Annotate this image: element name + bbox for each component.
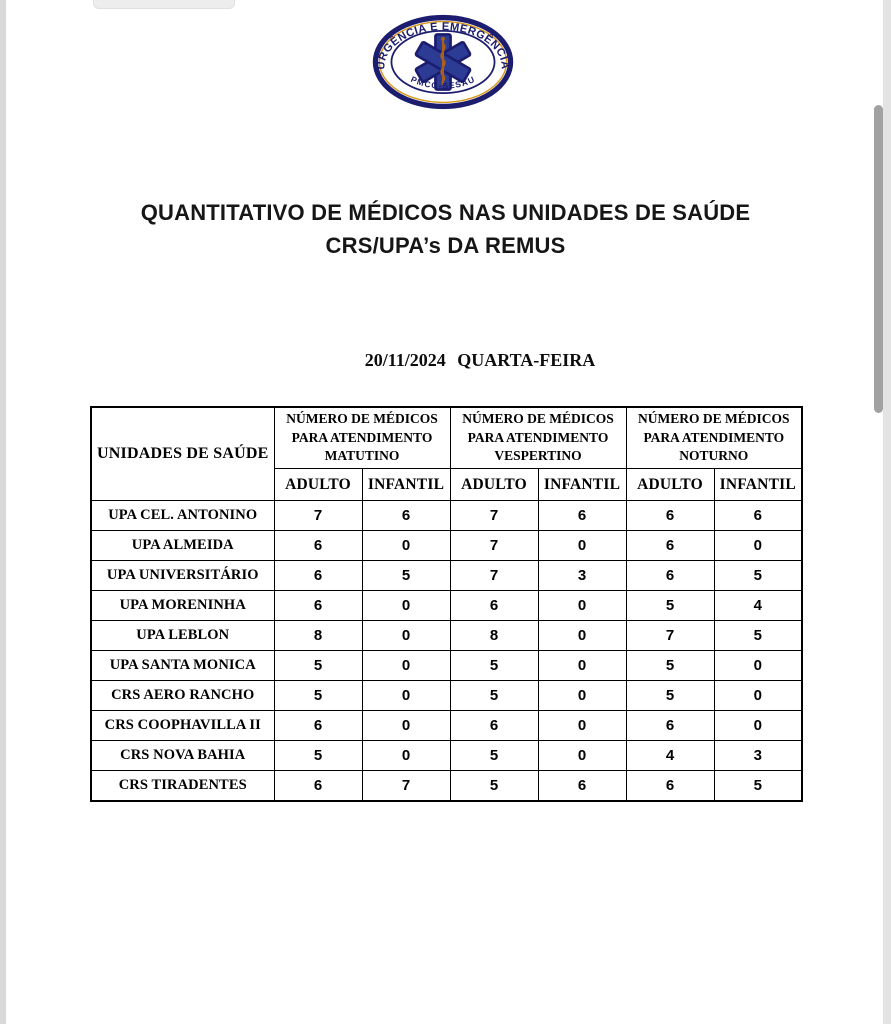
unit-name: UPA CEL. ANTONINO xyxy=(91,501,274,531)
subheader-infantil: INFANTIL xyxy=(362,469,450,501)
page-title-line2: CRS/UPA’s DA REMUS xyxy=(325,233,566,258)
table-row xyxy=(91,651,802,681)
value-cell: 0 xyxy=(714,711,802,741)
value-cell: 7 xyxy=(362,771,450,802)
date-line: 20/11/2024 QUARTA-FEIRA xyxy=(364,350,596,370)
value-cell: 6 xyxy=(274,711,362,741)
value-cell: 6 xyxy=(450,711,538,741)
value-cell: 6 xyxy=(626,561,714,591)
value-cell: 0 xyxy=(714,681,802,711)
value-cell: 5 xyxy=(450,741,538,771)
subheader-adulto: ADULTO xyxy=(274,469,362,501)
value-cell: 0 xyxy=(362,651,450,681)
value-cell: 4 xyxy=(714,591,802,621)
group-header-noturno: NÚMERO DE MÉDICOS PARA ATENDIMENTO NOTURNO xyxy=(626,407,802,469)
scrollbar-track[interactable] xyxy=(883,0,891,1024)
group-header-row xyxy=(91,407,802,469)
value-cell: 0 xyxy=(714,531,802,561)
unit-name: UPA ALMEIDA xyxy=(91,531,274,561)
subheader-adulto: ADULTO xyxy=(450,469,538,501)
value-cell: 3 xyxy=(538,561,626,591)
subheader-infantil: INFANTIL xyxy=(714,469,802,501)
value-cell: 0 xyxy=(362,531,450,561)
value-cell: 7 xyxy=(450,561,538,591)
value-cell: 0 xyxy=(538,531,626,561)
unit-name: CRS AERO RANCHO xyxy=(91,681,274,711)
value-cell: 5 xyxy=(626,591,714,621)
viewer-left-edge xyxy=(0,0,6,1024)
table-row xyxy=(91,501,802,531)
units-column-header: UNIDADES DE SAÚDE xyxy=(91,407,274,501)
value-cell: 5 xyxy=(714,771,802,802)
value-cell: 0 xyxy=(714,651,802,681)
value-cell: 6 xyxy=(274,771,362,802)
page-title xyxy=(0,196,891,262)
page-title-line1: QUANTITATIVO DE MÉDICOS NAS UNIDADES DE SAÚDE xyxy=(140,200,751,225)
value-cell: 6 xyxy=(450,591,538,621)
value-cell: 0 xyxy=(538,621,626,651)
value-cell: 6 xyxy=(626,771,714,802)
unit-name: UPA LEBLON xyxy=(91,621,274,651)
value-cell: 5 xyxy=(626,681,714,711)
value-cell: 6 xyxy=(274,531,362,561)
value-cell: 5 xyxy=(714,561,802,591)
value-cell: 7 xyxy=(626,621,714,651)
value-cell: 0 xyxy=(538,651,626,681)
medics-table xyxy=(90,406,803,802)
group-header-matutino: NÚMERO DE MÉDICOS PARA ATENDIMENTO MATUTINO xyxy=(274,407,450,469)
table-row xyxy=(91,561,802,591)
medics-table-container xyxy=(90,406,803,802)
value-cell: 6 xyxy=(626,501,714,531)
table-row xyxy=(91,681,802,711)
urgencia-emergencia-logo xyxy=(363,8,523,116)
value-cell: 6 xyxy=(274,561,362,591)
table-row xyxy=(91,591,802,621)
value-cell: 7 xyxy=(274,501,362,531)
unit-name: CRS NOVA BAHIA xyxy=(91,741,274,771)
value-cell: 3 xyxy=(714,741,802,771)
value-cell: 0 xyxy=(362,681,450,711)
value-cell: 0 xyxy=(538,681,626,711)
value-cell: 6 xyxy=(274,591,362,621)
value-cell: 6 xyxy=(714,501,802,531)
logo-svg xyxy=(363,8,523,116)
table-row xyxy=(91,621,802,651)
logo-top-text: URGÊNCIA E EMERGÊNCIA xyxy=(375,20,511,70)
value-cell: 6 xyxy=(538,771,626,802)
value-cell: 0 xyxy=(538,591,626,621)
value-cell: 7 xyxy=(450,501,538,531)
value-cell: 8 xyxy=(274,621,362,651)
value-cell: 5 xyxy=(274,741,362,771)
unit-name: UPA MORENINHA xyxy=(91,591,274,621)
value-cell: 5 xyxy=(450,681,538,711)
unit-name: CRS COOPHAVILLA II xyxy=(91,711,274,741)
value-cell: 5 xyxy=(450,651,538,681)
table-row xyxy=(91,531,802,561)
logo-bottom-text: PMCG-SESAU xyxy=(409,73,477,91)
subheader-infantil: INFANTIL xyxy=(538,469,626,501)
table-row xyxy=(91,771,802,802)
value-cell: 6 xyxy=(538,501,626,531)
value-cell: 7 xyxy=(450,531,538,561)
value-cell: 0 xyxy=(362,711,450,741)
value-cell: 0 xyxy=(362,591,450,621)
value-cell: 0 xyxy=(538,741,626,771)
value-cell: 5 xyxy=(714,621,802,651)
value-cell: 6 xyxy=(626,711,714,741)
value-cell: 5 xyxy=(450,771,538,802)
value-cell: 6 xyxy=(626,531,714,561)
clipped-toolbar-control xyxy=(93,0,235,9)
value-cell: 6 xyxy=(362,501,450,531)
value-cell: 0 xyxy=(538,711,626,741)
unit-name: CRS TIRADENTES xyxy=(91,771,274,802)
value-cell: 0 xyxy=(362,741,450,771)
value-cell: 0 xyxy=(362,621,450,651)
value-cell: 4 xyxy=(626,741,714,771)
unit-name: UPA SANTA MONICA xyxy=(91,651,274,681)
value-cell: 5 xyxy=(362,561,450,591)
value-cell: 5 xyxy=(626,651,714,681)
group-header-vespertino: NÚMERO DE MÉDICOS PARA ATENDIMENTO VESPERTINO xyxy=(450,407,626,469)
value-cell: 5 xyxy=(274,651,362,681)
value-cell: 8 xyxy=(450,621,538,651)
value-cell: 5 xyxy=(274,681,362,711)
table-row xyxy=(91,711,802,741)
table-row xyxy=(91,741,802,771)
unit-name: UPA UNIVERSITÁRIO xyxy=(91,561,274,591)
subheader-adulto: ADULTO xyxy=(626,469,714,501)
